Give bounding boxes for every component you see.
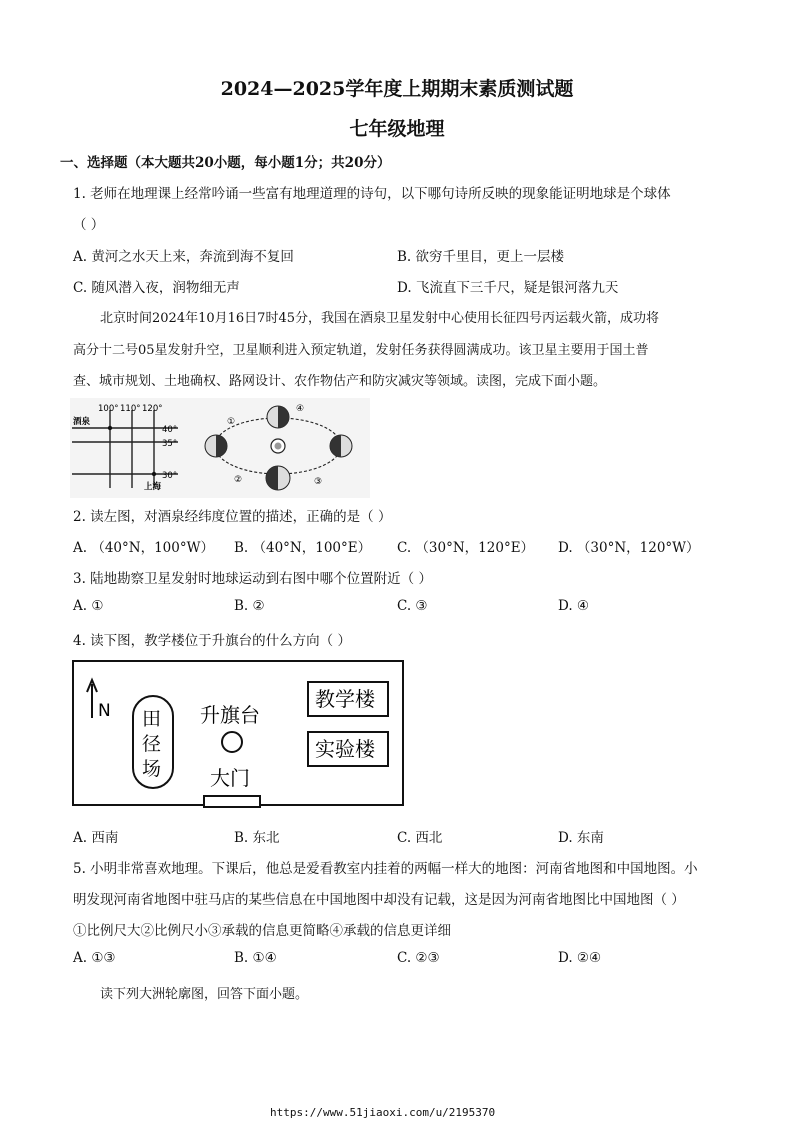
question-2-option-c: C. （30°N，120°E） <box>397 540 535 556</box>
question-3-option-c: C. ③ <box>397 598 428 614</box>
marker-2: ② <box>234 475 243 485</box>
question-2-option-d: D. （30°N，120°W） <box>558 540 700 556</box>
gate-label: 大门 <box>210 766 250 790</box>
passage-line-2: 高分十二号05星发射升空，卫星顺利进入预定轨道，发射任务获得圆满成功。该卫星主要用于国土普 <box>73 343 649 358</box>
marker-4: ④ <box>296 404 305 414</box>
lat-label-40: 40° <box>162 425 178 435</box>
earth-bottom <box>266 466 290 490</box>
lon-label-120: 120° <box>142 404 163 414</box>
north-label: N <box>98 701 111 721</box>
question-3-option-b: B. ② <box>234 598 265 614</box>
track-char-2: 径 <box>142 733 162 755</box>
teaching-building-label: 教学楼 <box>315 687 375 711</box>
question-1-option-a: A. 黄河之水天上来，奔流到海不复回 <box>73 249 294 265</box>
question-3-option-d: D. ④ <box>558 598 590 614</box>
question-1-option-d: D. 飞流直下三千尺，疑是银河落九天 <box>397 280 619 296</box>
place-jiuquan: 酒泉 <box>73 417 91 427</box>
question-5-line-2: 明发现河南省地图中驻马店的某些信息在中国地图中却没有记载，这是因为河南省地图比中国地图（ ） <box>73 892 685 908</box>
earth-left <box>205 435 227 457</box>
question-4-option-b: B. 东北 <box>234 830 280 846</box>
lat-label-30: 30° <box>162 471 178 481</box>
question-4-stem: 4. 读下图，教学楼位于升旗台的什么方向（ ） <box>73 633 351 649</box>
earth-top <box>267 406 289 428</box>
marker-3: ③ <box>314 477 323 487</box>
question-5-option-a: A. ①③ <box>73 950 116 966</box>
figure-grid-and-orbit <box>70 398 370 498</box>
question-3-option-a: A. ① <box>73 598 104 614</box>
lon-label-100: 100° <box>98 404 119 414</box>
question-5-option-b: B. ①④ <box>234 950 277 966</box>
question-1-stem: 1. 老师在地理课上经常吟诵一些富有地理道理的诗句，以下哪句诗所反映的现象能证明地球是个球体 <box>73 186 671 202</box>
jiuquan-dot <box>108 426 112 430</box>
earth-right <box>330 435 352 457</box>
question-4-option-c: C. 西北 <box>397 830 443 846</box>
lab-building-label: 实验楼 <box>315 737 375 761</box>
place-shanghai: 上海 <box>144 482 162 492</box>
question-2-option-b: B. （40°N，100°E） <box>234 540 372 556</box>
track-char-3: 场 <box>142 758 162 780</box>
gate-shape <box>204 796 260 807</box>
section-heading: 一、选择题（本大题共20小题，每小题1分；共20分） <box>60 155 391 171</box>
flag-platform-label: 升旗台 <box>200 703 260 727</box>
lon-label-110: 110° <box>120 404 141 414</box>
shanghai-dot <box>152 472 156 476</box>
page-subtitle: 七年级地理 <box>349 118 445 140</box>
passage-line-1: 北京时间2024年10月16日7时45分，我国在酒泉卫星发射中心使用长征四号丙运载火箭，成功将 <box>100 311 659 326</box>
marker-1: ① <box>227 417 236 427</box>
figure-campus-map <box>72 660 404 810</box>
question-4-option-a: A. 西南 <box>73 830 119 846</box>
question-5-option-d: D. ②④ <box>558 950 602 966</box>
question-5-option-c: C. ②③ <box>397 950 440 966</box>
passage-line-3: 查、城市规划、土地确权、路网设计、农作物估产和防灾减灾等领域。读图，完成下面小题。 <box>73 374 607 389</box>
question-1-option-b: B. 欲穷千里目，更上一层楼 <box>397 249 565 265</box>
question-2-option-a: A. （40°N，100°W） <box>73 540 214 556</box>
track-char-1: 田 <box>142 708 162 730</box>
passage-2: 读下列大洲轮廓图，回答下面小题。 <box>100 987 309 1002</box>
question-5-line-1: 5. 小明非常喜欢地理。下课后，他总是爱看教室内挂着的两幅一样大的地图：河南省地图和中国地图。小 <box>73 861 698 877</box>
question-2-stem: 2. 读左图，对酒泉经纬度位置的描述，正确的是（ ） <box>73 509 392 525</box>
question-5-line-3: ①比例尺大②比例尺小③承载的信息更简略④承载的信息更详细 <box>73 923 451 939</box>
lat-label-35: 35° <box>162 439 178 449</box>
footer-link[interactable]: https://www.51jiaoxi.com/u/2195370 <box>270 1106 496 1119</box>
question-3-stem: 3. 陆地勘察卫星发射时地球运动到右图中哪个位置附近（ ） <box>73 571 432 587</box>
question-4-option-d: D. 东南 <box>558 830 604 846</box>
page-title: 2024—2025学年度上期期末素质测试题 <box>220 78 574 100</box>
question-1-option-c: C. 随风潜入夜，润物细无声 <box>73 280 240 296</box>
question-1-blank: （ ） <box>73 217 105 233</box>
